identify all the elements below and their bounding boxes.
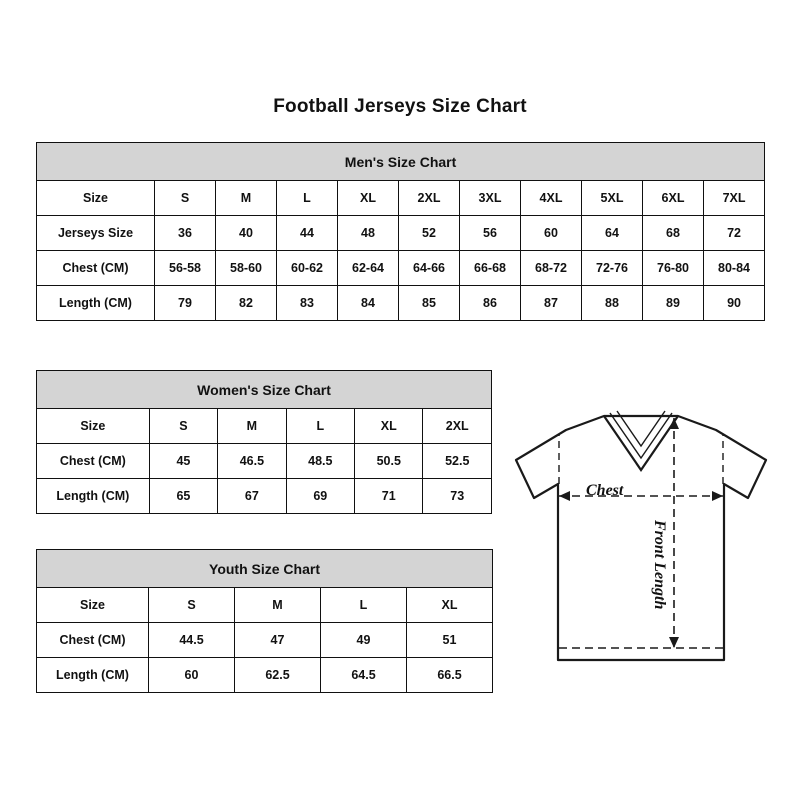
mens-value-cell: 40	[216, 216, 277, 251]
table-section-header-row	[37, 371, 492, 409]
mens-value-cell: 60	[521, 216, 582, 251]
mens-size-cell: 7XL	[704, 181, 765, 216]
mens-value-cell: 85	[399, 286, 460, 321]
mens-value-cell: 58-60	[216, 251, 277, 286]
womens-value-cell: 67	[218, 479, 286, 514]
womens-row-label: Length (CM)	[37, 479, 150, 514]
womens-value-cell: 46.5	[218, 444, 286, 479]
youth-value-cell: 49	[321, 623, 407, 658]
youth-size-cell: S	[149, 588, 235, 623]
youth-size-cell: L	[321, 588, 407, 623]
mens-row-label: Jerseys Size	[37, 216, 155, 251]
front-length-arrow-bottom	[669, 637, 679, 648]
mens-value-cell: 68-72	[521, 251, 582, 286]
mens-size-cell: S	[155, 181, 216, 216]
mens-size-cell: 6XL	[643, 181, 704, 216]
mens-size-cell: 4XL	[521, 181, 582, 216]
mens-value-cell: 72-76	[582, 251, 643, 286]
mens-value-cell: 82	[216, 286, 277, 321]
womens-size-cell: S	[149, 409, 217, 444]
youth-size-cell: M	[235, 588, 321, 623]
womens-value-cell: 48.5	[286, 444, 354, 479]
youth-value-cell: 64.5	[321, 658, 407, 693]
table-row	[37, 444, 492, 479]
womens-value-cell: 52.5	[423, 444, 492, 479]
mens-value-cell: 36	[155, 216, 216, 251]
youth-section-header: Youth Size Chart	[37, 550, 493, 588]
mens-value-cell: 56	[460, 216, 521, 251]
front-length-arrow-top	[669, 418, 679, 429]
table-row	[37, 409, 492, 444]
youth-value-cell: 62.5	[235, 658, 321, 693]
womens-value-cell: 71	[355, 479, 423, 514]
womens-size-cell: M	[218, 409, 286, 444]
table-row	[37, 623, 493, 658]
mens-value-cell: 89	[643, 286, 704, 321]
womens-value-cell: 73	[423, 479, 492, 514]
mens-size-cell: 2XL	[399, 181, 460, 216]
jersey-measurement-diagram	[496, 398, 786, 688]
mens-size-cell: 3XL	[460, 181, 521, 216]
womens-size-table	[36, 370, 492, 514]
mens-value-cell: 60-62	[277, 251, 338, 286]
table-row	[37, 286, 765, 321]
mens-row-label: Chest (CM)	[37, 251, 155, 286]
womens-size-label: Size	[37, 409, 150, 444]
front-length-measure-label: Front Length	[651, 520, 668, 610]
mens-size-cell: 5XL	[582, 181, 643, 216]
youth-value-cell: 44.5	[149, 623, 235, 658]
mens-size-cell: XL	[338, 181, 399, 216]
womens-value-cell: 50.5	[355, 444, 423, 479]
youth-row-label: Length (CM)	[37, 658, 149, 693]
jersey-collar-inner-1	[610, 413, 672, 458]
womens-row-label: Chest (CM)	[37, 444, 150, 479]
mens-size-label: Size	[37, 181, 155, 216]
chest-measure-label: Chest	[586, 482, 624, 499]
table-section-header-row	[37, 550, 493, 588]
mens-value-cell: 88	[582, 286, 643, 321]
youth-size-label: Size	[37, 588, 149, 623]
womens-value-cell: 45	[149, 444, 217, 479]
mens-size-cell: L	[277, 181, 338, 216]
womens-section-header: Women's Size Chart	[37, 371, 492, 409]
mens-value-cell: 48	[338, 216, 399, 251]
womens-size-cell: 2XL	[423, 409, 492, 444]
youth-row-label: Chest (CM)	[37, 623, 149, 658]
table-section-header-row	[37, 143, 765, 181]
mens-size-table	[36, 142, 765, 321]
mens-value-cell: 62-64	[338, 251, 399, 286]
mens-value-cell: 64	[582, 216, 643, 251]
chest-arrow-right	[712, 491, 723, 501]
page-title: Football Jerseys Size Chart	[273, 96, 527, 117]
youth-size-table	[36, 549, 493, 693]
womens-value-cell: 69	[286, 479, 354, 514]
mens-value-cell: 64-66	[399, 251, 460, 286]
mens-value-cell: 76-80	[643, 251, 704, 286]
mens-value-cell: 72	[704, 216, 765, 251]
mens-section-header: Men's Size Chart	[37, 143, 765, 181]
mens-value-cell: 66-68	[460, 251, 521, 286]
mens-value-cell: 68	[643, 216, 704, 251]
mens-value-cell: 87	[521, 286, 582, 321]
youth-value-cell: 51	[407, 623, 493, 658]
table-row	[37, 181, 765, 216]
youth-value-cell: 66.5	[407, 658, 493, 693]
table-row	[37, 588, 493, 623]
mens-value-cell: 80-84	[704, 251, 765, 286]
jersey-outline	[516, 416, 766, 660]
mens-value-cell: 84	[338, 286, 399, 321]
womens-value-cell: 65	[149, 479, 217, 514]
mens-row-label: Length (CM)	[37, 286, 155, 321]
youth-size-cell: XL	[407, 588, 493, 623]
table-row	[37, 658, 493, 693]
table-row	[37, 216, 765, 251]
youth-value-cell: 60	[149, 658, 235, 693]
mens-value-cell: 90	[704, 286, 765, 321]
mens-value-cell: 79	[155, 286, 216, 321]
table-row	[37, 479, 492, 514]
chest-arrow-left	[559, 491, 570, 501]
mens-size-cell: M	[216, 181, 277, 216]
mens-value-cell: 52	[399, 216, 460, 251]
youth-value-cell: 47	[235, 623, 321, 658]
womens-size-cell: XL	[355, 409, 423, 444]
mens-value-cell: 56-58	[155, 251, 216, 286]
womens-size-cell: L	[286, 409, 354, 444]
table-row	[37, 251, 765, 286]
mens-value-cell: 86	[460, 286, 521, 321]
mens-value-cell: 83	[277, 286, 338, 321]
mens-value-cell: 44	[277, 216, 338, 251]
jersey-collar-outer	[604, 416, 678, 470]
